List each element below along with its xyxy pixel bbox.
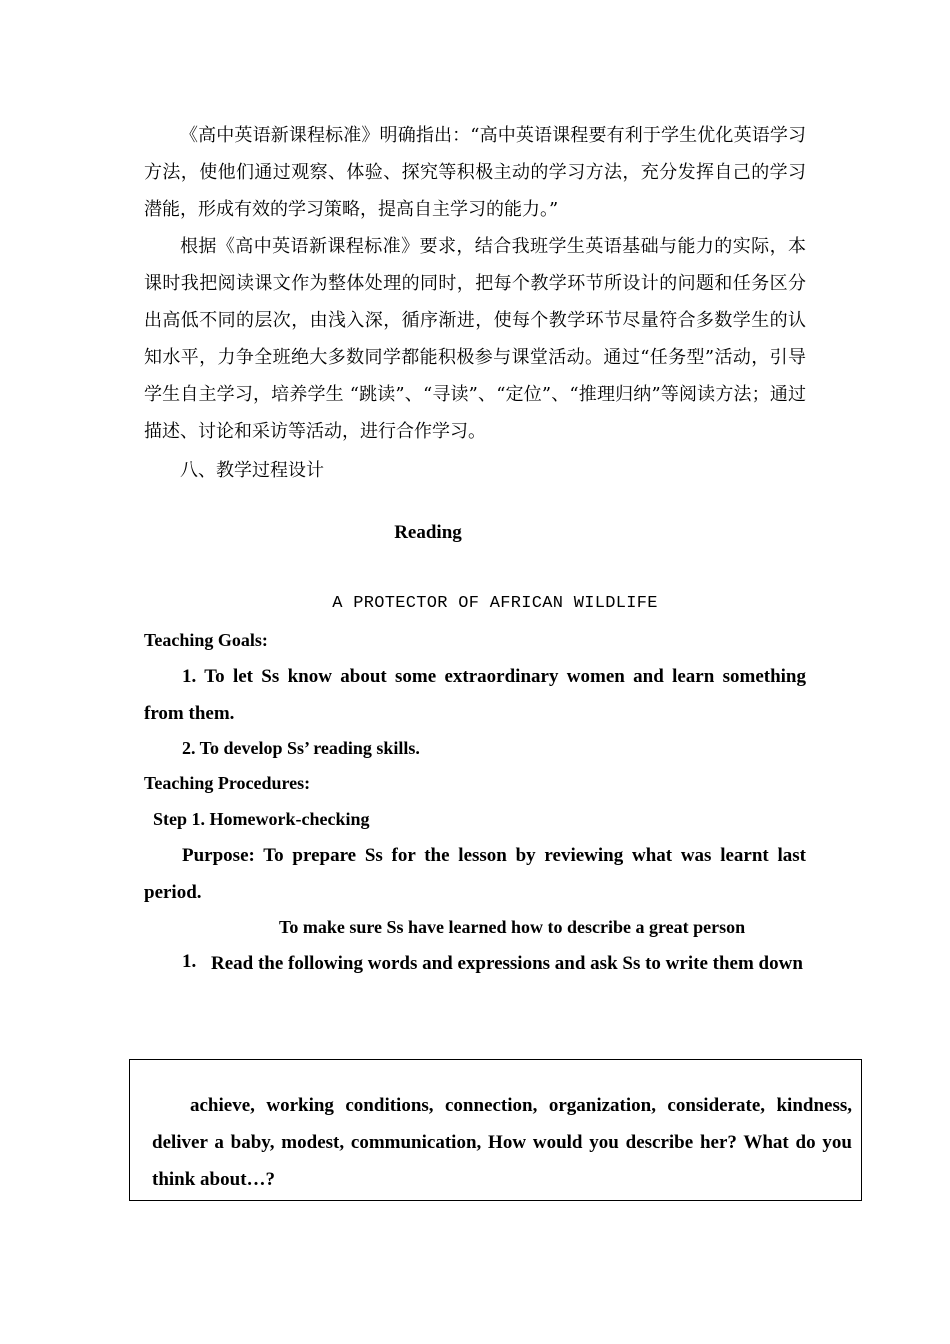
- teaching-goals-heading: Teaching Goals:: [144, 630, 268, 650]
- paragraph-teaching-approach: 根据《高中英语新课程标准》要求，结合我班学生英语基础与能力的实际，本课时我把阅读课文作为整体处理的同时，把每个教学环节所设计的问题和任务区分出高低不同的层次，由浅入深，循序渐进，使每个教学环节尽量符合多数学生的认知水平，力争全班绝大多数同学都能积极参与课堂活动。通过“任务型”活动，引导学生自主学习，培养学生 “跳读”、“寻读”、“定位”、“推理归纳”等阅读方法；通过描述、讨论和采访等活动，进行合作学习。: [144, 236, 806, 442]
- purpose-text-2: To make sure Ss have learned how to describe a great person: [279, 917, 746, 937]
- goal-1: 1. To let Ss know about some extraordinary women and learn something from them.: [144, 666, 806, 724]
- list-item-text: Read the following words and expressions and ask Ss to write them down: [211, 953, 803, 974]
- paragraph-curriculum-standard: 《高中英语新课程标准》明确指出：“高中英语课程要有利于学生优化英语学习方法，使他们通过观察、体验、探究等积极主动的学习方法，充分发挥自己的学习潜能，形成有效的学习策略，提高自主学习的能力。”: [144, 125, 806, 220]
- list-item-number: 1.: [182, 951, 197, 972]
- section-title-reading: Reading: [394, 522, 462, 543]
- article-title: A PROTECTOR OF AFRICAN WILDLIFE: [332, 594, 658, 613]
- purpose-text: Purpose: To prepare Ss for the lesson by reviewing what was learnt last period.: [144, 845, 806, 903]
- teaching-procedures-heading: Teaching Procedures:: [144, 773, 311, 793]
- section-heading-teaching-process: 八、教学过程设计: [180, 460, 324, 481]
- goal-2: 2. To develop Ss’ reading skills.: [182, 738, 420, 758]
- vocabulary-box: [129, 1059, 862, 1201]
- step-1-heading: Step 1. Homework-checking: [153, 809, 370, 829]
- vocabulary-box-text: achieve, working conditions, connection, organization, considerate, kindness, deliver a baby, modest, communication, How would you describe her? What do you think about…?: [152, 1095, 852, 1190]
